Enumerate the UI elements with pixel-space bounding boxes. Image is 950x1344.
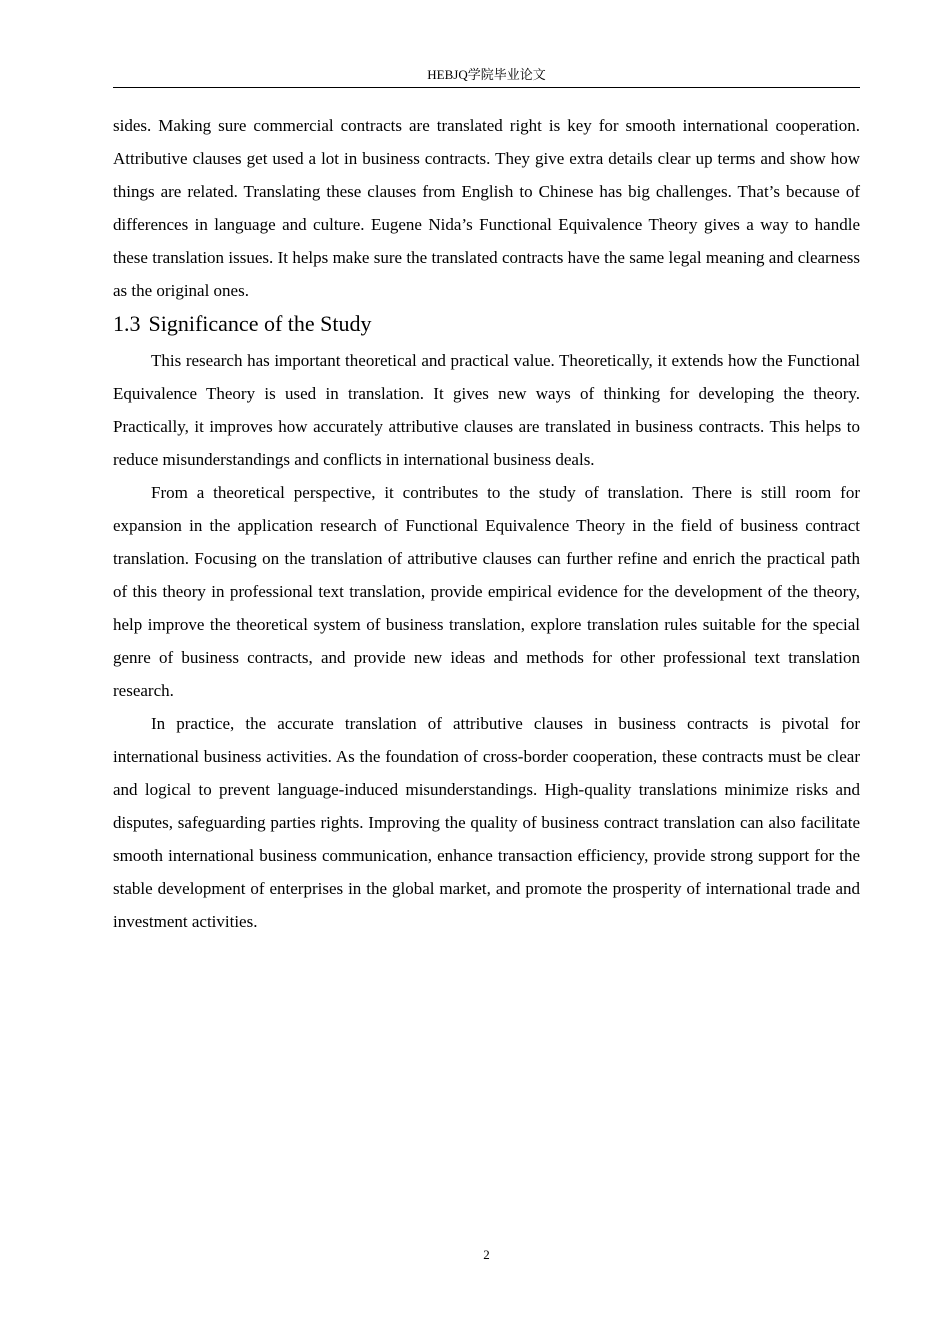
paragraph-practical-perspective: In practice, the accurate translation of attributive clauses in business contracts is pivotal for international business activities. As the foundation of cross-border cooperation, these contracts must be clear and logical to prevent language-induced misunderstandings. High-quality translations minimize risks and disputes, safeguarding parties rights. Improving the quality of business contract translation can also facilitate smooth international business communication, enhance transaction efficiency, provide strong support for the stable development of enterprises in the global market, and promote the prosperity of international trade and investment activities. [113,714,860,931]
page-body [113,109,860,938]
paragraph-theoretical-perspective: From a theoretical perspective, it contributes to the study of translation. There is still room for expansion in the application research of Functional Equivalence Theory in the field of business contract translation. Focusing on the translation of attributive clauses can further refine and enrich the practical path of this theory in professional text translation, provide empirical evidence for the development of the theory, help improve the theoretical system of business translation, explore translation rules suitable for the special genre of business contracts, and provide new ideas and methods for other professional text translation research. [113,483,860,700]
section-title: Significance of the Study [148,311,372,336]
header-divider [113,87,860,88]
page-number: 2 [483,1247,490,1262]
section-heading [113,309,860,339]
section-number: 1.3 [113,311,141,336]
paragraph-intro-continued: sides. Making sure commercial contracts are translated right is key for smooth international cooperation. Attributive clauses get used a lot in business contracts. They give extra details clear up terms and show how things are related. Translating these clauses from English to Chinese has big challenges. That’s because of differences in language and culture. Eugene Nida’s Functional Equivalence Theory gives a way to handle these translation issues. It helps make sure the translated contracts have the same legal meaning and clearness as the original ones. [113,116,860,300]
running-header: HEBJQ学院毕业论文 [427,67,546,82]
paragraph-significance-overview: This research has important theoretical and practical value. Theoretically, it extends how the Functional Equivalence Theory is used in translation. It gives new ways of thinking for developing the theory. Practically, it improves how accurately attributive clauses are translated in business contracts. This helps to reduce misunderstandings and conflicts in international business deals. [113,351,860,469]
